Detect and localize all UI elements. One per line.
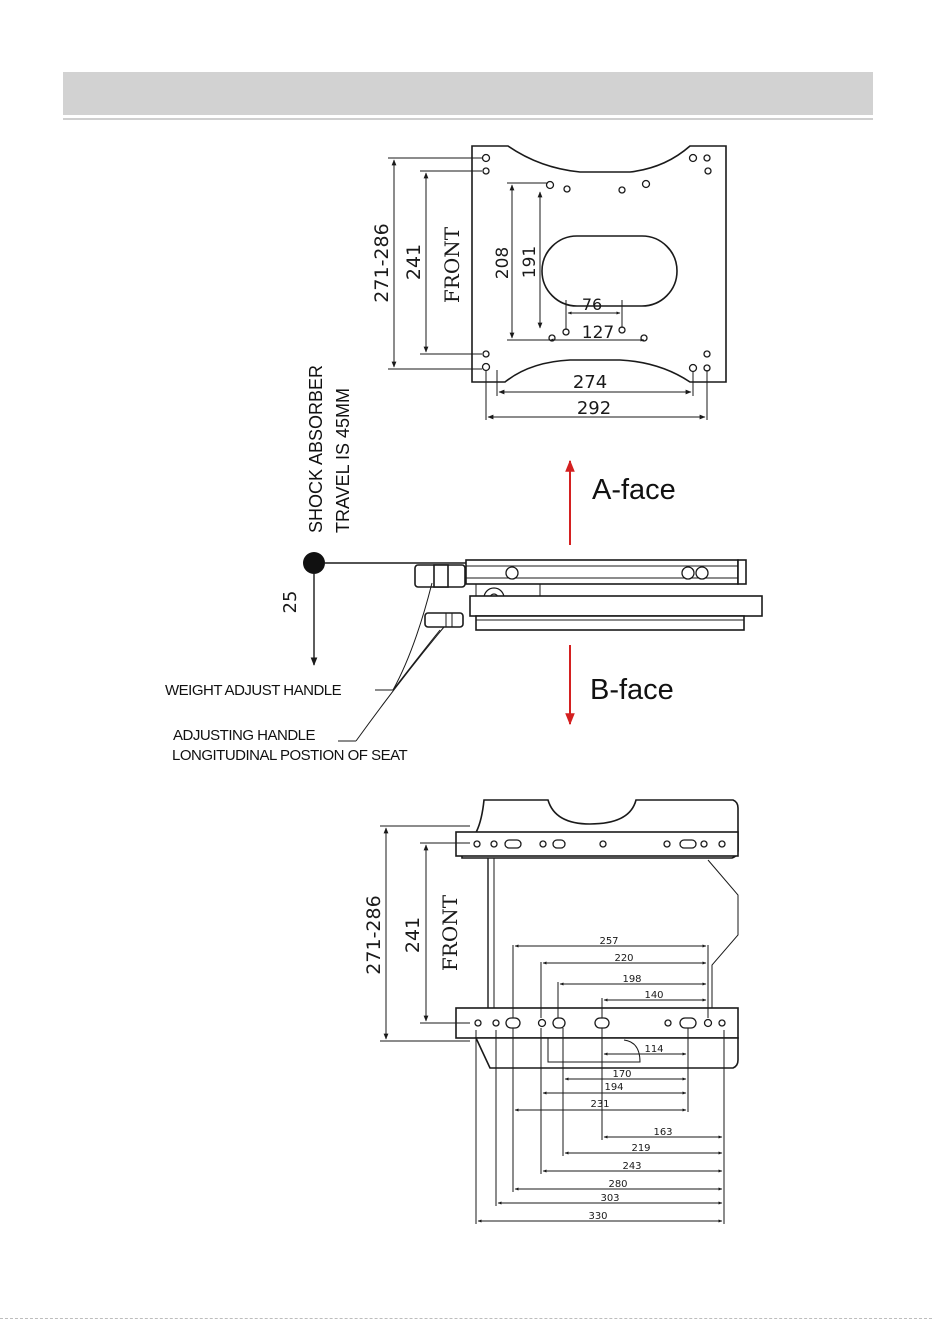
upper-dims: [513, 936, 708, 1018]
slider-mechanism: [415, 560, 762, 630]
dim-194: 194: [604, 1082, 624, 1093]
dim-220: 220: [614, 953, 634, 964]
top-dim-274: 274: [572, 372, 608, 393]
top-dim-292: 292: [576, 398, 612, 419]
lower-rail-holes: [475, 1018, 725, 1028]
dim-170: 170: [612, 1069, 632, 1080]
dim-280: 280: [608, 1179, 628, 1190]
bottom-front-label: FRONT: [438, 894, 462, 972]
shock-text-2: TRAVEL IS 45MM: [333, 387, 353, 533]
dim-330: 330: [588, 1211, 608, 1222]
top-dim-191: 191: [520, 245, 540, 279]
top-dim-inner: 241: [403, 243, 425, 281]
a-face-label: A-face: [592, 474, 676, 506]
top-front-label: FRONT: [440, 226, 464, 304]
shock-ball: [303, 552, 325, 574]
shock-text-1: SHOCK ABSORBER: [306, 364, 326, 533]
dim-198: 198: [622, 974, 642, 985]
dim-257: 257: [599, 936, 619, 947]
dim-163: 163: [653, 1127, 673, 1138]
dim-219: 219: [631, 1143, 651, 1154]
dim-140: 140: [644, 990, 664, 1001]
b-face-label: B-face: [590, 674, 674, 706]
dim-114: 114: [644, 1044, 664, 1055]
top-dim-76: 76: [581, 295, 603, 314]
side-dim-25: 25: [280, 590, 301, 614]
bottom-dim-outer: 271-286: [363, 895, 385, 975]
top-dim-outer: 271-286: [371, 223, 393, 303]
bottom-view: [363, 800, 738, 1224]
dim-303: 303: [600, 1193, 620, 1204]
top-dim-208: 208: [493, 246, 513, 280]
dim-231: 231: [590, 1099, 610, 1110]
dim-243: 243: [622, 1161, 642, 1172]
weight-handle-label: WEIGHT ADJUST HANDLE: [165, 682, 342, 699]
page-bottom-rule: [0, 1318, 932, 1319]
center-slot: [542, 236, 677, 306]
adjust-handle-label-1: ADJUSTING HANDLE: [173, 727, 316, 744]
top-dim-127: 127: [581, 323, 615, 343]
adjust-handle-label-2: LONGITUDINAL POSTION OF SEAT: [172, 747, 408, 764]
side-view: [165, 365, 762, 764]
bottom-dim-inner: 241: [402, 916, 424, 954]
top-view: [371, 146, 726, 420]
